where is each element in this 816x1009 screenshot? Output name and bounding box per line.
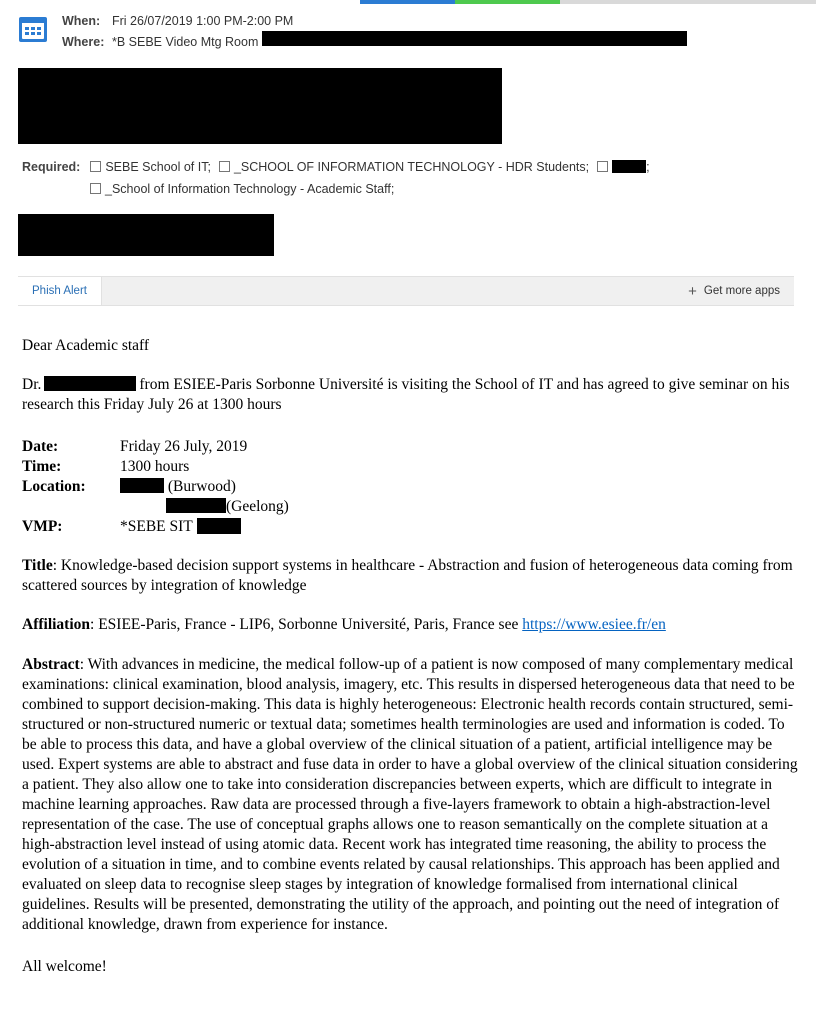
- affiliation-value: : ESIEE-Paris, France - LIP6, Sorbonne Université, Paris, France see: [90, 616, 523, 633]
- title-label: Title: [22, 557, 53, 574]
- details-row-vmp: [22, 517, 289, 537]
- location-value-geelong: [120, 497, 289, 517]
- recipient-semicolon: ;: [646, 160, 650, 174]
- redaction-block-speaker-name: [44, 376, 136, 391]
- redaction-block-where: [262, 31, 687, 46]
- time-value: 1300 hours: [120, 458, 190, 475]
- strip-segment-blue: [360, 0, 455, 4]
- intro-paragraph: [22, 375, 798, 415]
- required-label: Required:: [22, 160, 81, 174]
- addins-bar: [18, 276, 794, 306]
- strip-segment-green: [455, 0, 560, 4]
- strip-segment-grey: [560, 0, 816, 4]
- when-row: [62, 12, 687, 31]
- required-line-1: [22, 156, 816, 178]
- where-row: [62, 31, 687, 52]
- redaction-block-recipient: [612, 160, 646, 173]
- details-row-location-2: [22, 497, 289, 517]
- abstract-value: : With advances in medicine, the medical follow-up of a patient is now composed of many complementary medical examinations: clinical examination, blood analysis, imagery, etc. This results in dispersed heterogeneous data that need to be combined to support decision-making. This data is highly heterogeneous: Electronic health records contain structured, semi-structured or non-structured numeric or textual data; sometimes health terminologies are used and information is coded. To be able to process this data, and have a global overview of the clinical situation of a patient, artificial intelligence may be used. Expert systems are able to abstract and fuse data in order to have a global overview of the clinical situation considering a patient. They also allow one to take into consideration discrepancies between experts, which are difficult to integrate in machine learning approaches. Raw data are processed through a five-layers framework to obtain a high-abstraction-level representation of the case. The use of conceptual graphs allows one to reason semantically on the complete situation at a high-abstraction level instead of using atomic data. Recent work has integrated time reasoning, the ability to process the evolution of a situation in time, and to combine events related by causal relationships. This approach has been applied and evaluated on sleep data to recognise sleep stages by integration of knowledge formalised from international clinical guidelines. Results will be presented, demonstrating the utility of the approach, and pointing out the need of integration of additional knowledge, drawn from experience for instance.: [22, 656, 798, 933]
- get-more-apps-label: Get more apps: [703, 285, 780, 297]
- redaction-block-vmp: [197, 518, 241, 534]
- addins-spacer: [102, 277, 674, 305]
- intro-before-text: Dr.: [22, 376, 42, 393]
- date-label: Date:: [22, 438, 59, 455]
- details-row-location: [22, 477, 289, 497]
- location-suffix-burwood: (Burwood): [167, 478, 236, 495]
- redaction-block-location-burwood: [120, 478, 164, 493]
- recipient-label: SEBE School of IT;: [105, 160, 211, 174]
- intro-after-text: from ESIEE-Paris Sorbonne Université is visiting the School of IT and has agreed to give seminar on his research this Friday July 26 at 1300 hours: [22, 376, 790, 413]
- calendar-icon: [18, 14, 48, 44]
- plus-icon: +: [688, 282, 697, 300]
- location-label: Location:: [22, 478, 86, 495]
- affiliation-paragraph: [22, 615, 798, 635]
- location-value-burwood: [120, 477, 289, 497]
- redaction-block-attachments: [18, 214, 274, 256]
- recipient-item[interactable]: [90, 182, 394, 196]
- where-value: *B SEBE Video Mtg Room: [112, 35, 259, 49]
- phish-alert-label: Phish Alert: [32, 285, 87, 297]
- location-suffix-geelong: (Geelong): [226, 498, 289, 515]
- affiliation-label: Affiliation: [22, 616, 91, 633]
- details-row-time: [22, 457, 289, 477]
- recipients-block: [22, 156, 816, 200]
- where-label: Where:: [62, 35, 105, 49]
- recipient-label: _School of Information Technology - Academic Staff;: [105, 182, 395, 196]
- closing-line: All welcome!: [22, 958, 107, 975]
- event-details-table: [22, 437, 289, 537]
- details-row-date: [22, 437, 289, 457]
- meeting-fields: [62, 12, 687, 52]
- phish-alert-button[interactable]: [18, 277, 102, 305]
- vmp-text: *SEBE SIT: [120, 518, 193, 535]
- greeting-line: Dear Academic staff: [22, 337, 150, 354]
- recipient-label: _SCHOOL OF INFORMATION TECHNOLOGY - HDR Students;: [233, 160, 590, 174]
- recipient-item[interactable]: [219, 160, 589, 174]
- location-label-empty: [22, 497, 120, 517]
- meeting-header: [0, 4, 816, 52]
- when-label: When:: [62, 14, 101, 28]
- date-value: Friday 26 July, 2019: [120, 438, 248, 455]
- recipient-item[interactable]: [90, 160, 211, 174]
- email-body: [22, 336, 798, 977]
- vmp-label: VMP:: [22, 518, 63, 535]
- time-label: Time:: [22, 458, 62, 475]
- recipient-item-redacted[interactable]: [597, 160, 649, 174]
- title-paragraph: [22, 556, 798, 596]
- checkbox-icon[interactable]: [219, 161, 230, 172]
- get-more-apps-button[interactable]: [674, 277, 794, 305]
- vmp-value: [120, 517, 289, 537]
- abstract-paragraph: [22, 655, 798, 935]
- esiee-website-link[interactable]: https://www.esiee.fr/en: [522, 616, 666, 633]
- checkbox-icon[interactable]: [90, 161, 101, 172]
- redaction-block-subject: [18, 68, 502, 144]
- strip-segment-white: [0, 0, 360, 4]
- window-top-strip: [0, 0, 816, 4]
- redaction-block-location-geelong: [166, 498, 226, 513]
- abstract-label: Abstract: [22, 656, 80, 673]
- checkbox-icon[interactable]: [597, 161, 608, 172]
- title-value: : Knowledge-based decision support systems in healthcare - Abstraction and fusion of heterogeneous data coming from scattered sources by integration of knowledge: [22, 557, 793, 594]
- required-line-2: [90, 178, 816, 200]
- checkbox-icon[interactable]: [90, 183, 101, 194]
- when-value: Fri 26/07/2019 1:00 PM-2:00 PM: [112, 14, 294, 28]
